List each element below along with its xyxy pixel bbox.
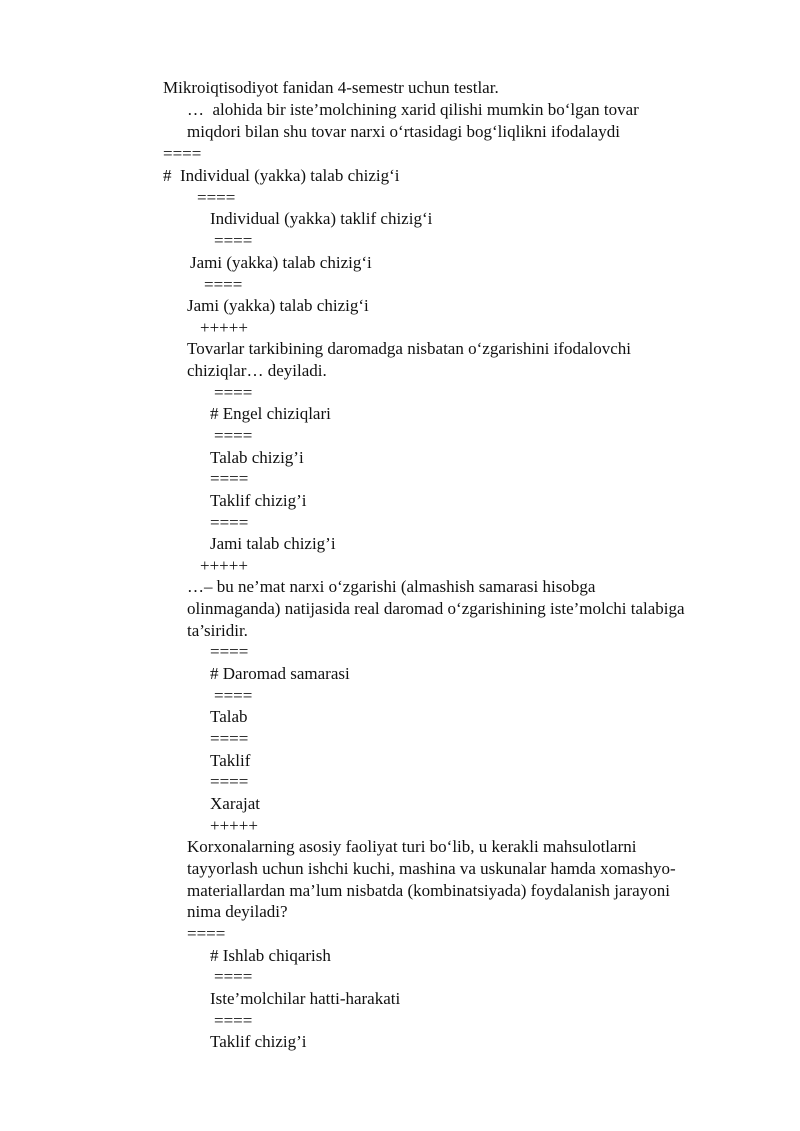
separator: ==== <box>214 967 253 986</box>
question-1-text: miqdori bilan shu tovar narxi o‘rtasidagi bog‘liqlikni ifodalaydi <box>187 122 620 141</box>
question-2-text: Tovarlar tarkibining daromadga nisbatan o‘zgarishini ifodalovchi <box>187 339 631 358</box>
answer-option: Jami (yakka) talab chizig‘i <box>187 296 369 315</box>
separator: ==== <box>214 686 253 705</box>
question-3-text: …– bu ne’mat narxi o‘zgarishi (almashish samarasi hisobga <box>187 577 596 596</box>
answer-option: Iste’molchilar hatti-harakati <box>210 989 401 1008</box>
answer-option: Talab <box>210 707 248 726</box>
answer-option: Jami talab chizig’i <box>210 534 336 553</box>
answer-option: Talab chizig’i <box>210 448 304 467</box>
separator: ==== <box>210 513 249 532</box>
question-end-marker: +++++ <box>200 318 248 337</box>
correct-answer: # Engel chiziqlari <box>210 404 331 423</box>
separator: ==== <box>214 383 253 402</box>
separator: ==== <box>197 188 236 207</box>
separator: ==== <box>210 469 249 488</box>
separator: ==== <box>187 924 226 943</box>
question-4-text: tayyorlash uchun ishchi kuchi, mashina va uskunalar hamda xomashyo- <box>187 859 676 878</box>
separator: ==== <box>210 642 249 661</box>
question-4-text: materiallardan ma’lum nisbatda (kombinatsiyada) foydalanish jarayoni <box>187 881 670 900</box>
answer-option: Xarajat <box>210 794 261 813</box>
separator: ==== <box>214 1011 253 1030</box>
separator: ==== <box>210 729 249 748</box>
answer-option: Taklif chizig’i <box>210 491 307 510</box>
correct-answer: # Ishlab chiqarish <box>210 946 331 965</box>
correct-answer: # Individual (yakka) talab chizig‘i <box>163 166 400 185</box>
question-3-text: olinmaganda) natijasida real daromad o‘zgarishining iste’molchi talabiga <box>187 599 685 618</box>
question-end-marker: +++++ <box>210 816 258 835</box>
separator: ==== <box>214 231 253 250</box>
answer-option: Taklif <box>210 751 251 770</box>
separator: ==== <box>210 772 249 791</box>
answer-option: Jami (yakka) talab chizig‘i <box>190 253 372 272</box>
question-4-text: Korxonalarning asosiy faoliyat turi bo‘lib, u kerakli mahsulotlarni <box>187 837 637 856</box>
question-2-text: chiziqlar… deyiladi. <box>187 361 327 380</box>
answer-option: Individual (yakka) taklif chizig‘i <box>210 209 433 228</box>
question-4-text: nima deyiladi? <box>187 902 288 921</box>
separator: ==== <box>204 275 243 294</box>
document-title: Mikroiqtisodiyot fanidan 4-semestr uchun testlar. <box>163 78 499 97</box>
question-end-marker: +++++ <box>200 556 248 575</box>
correct-answer: # Daromad samarasi <box>210 664 350 683</box>
separator: ==== <box>163 144 202 163</box>
question-1-text: … alohida bir iste’molchining xarid qilishi mumkin bo‘lgan tovar <box>187 100 639 119</box>
answer-option: Taklif chizig’i <box>210 1032 307 1051</box>
separator: ==== <box>214 426 253 445</box>
question-3-text: ta’siridir. <box>187 621 248 640</box>
